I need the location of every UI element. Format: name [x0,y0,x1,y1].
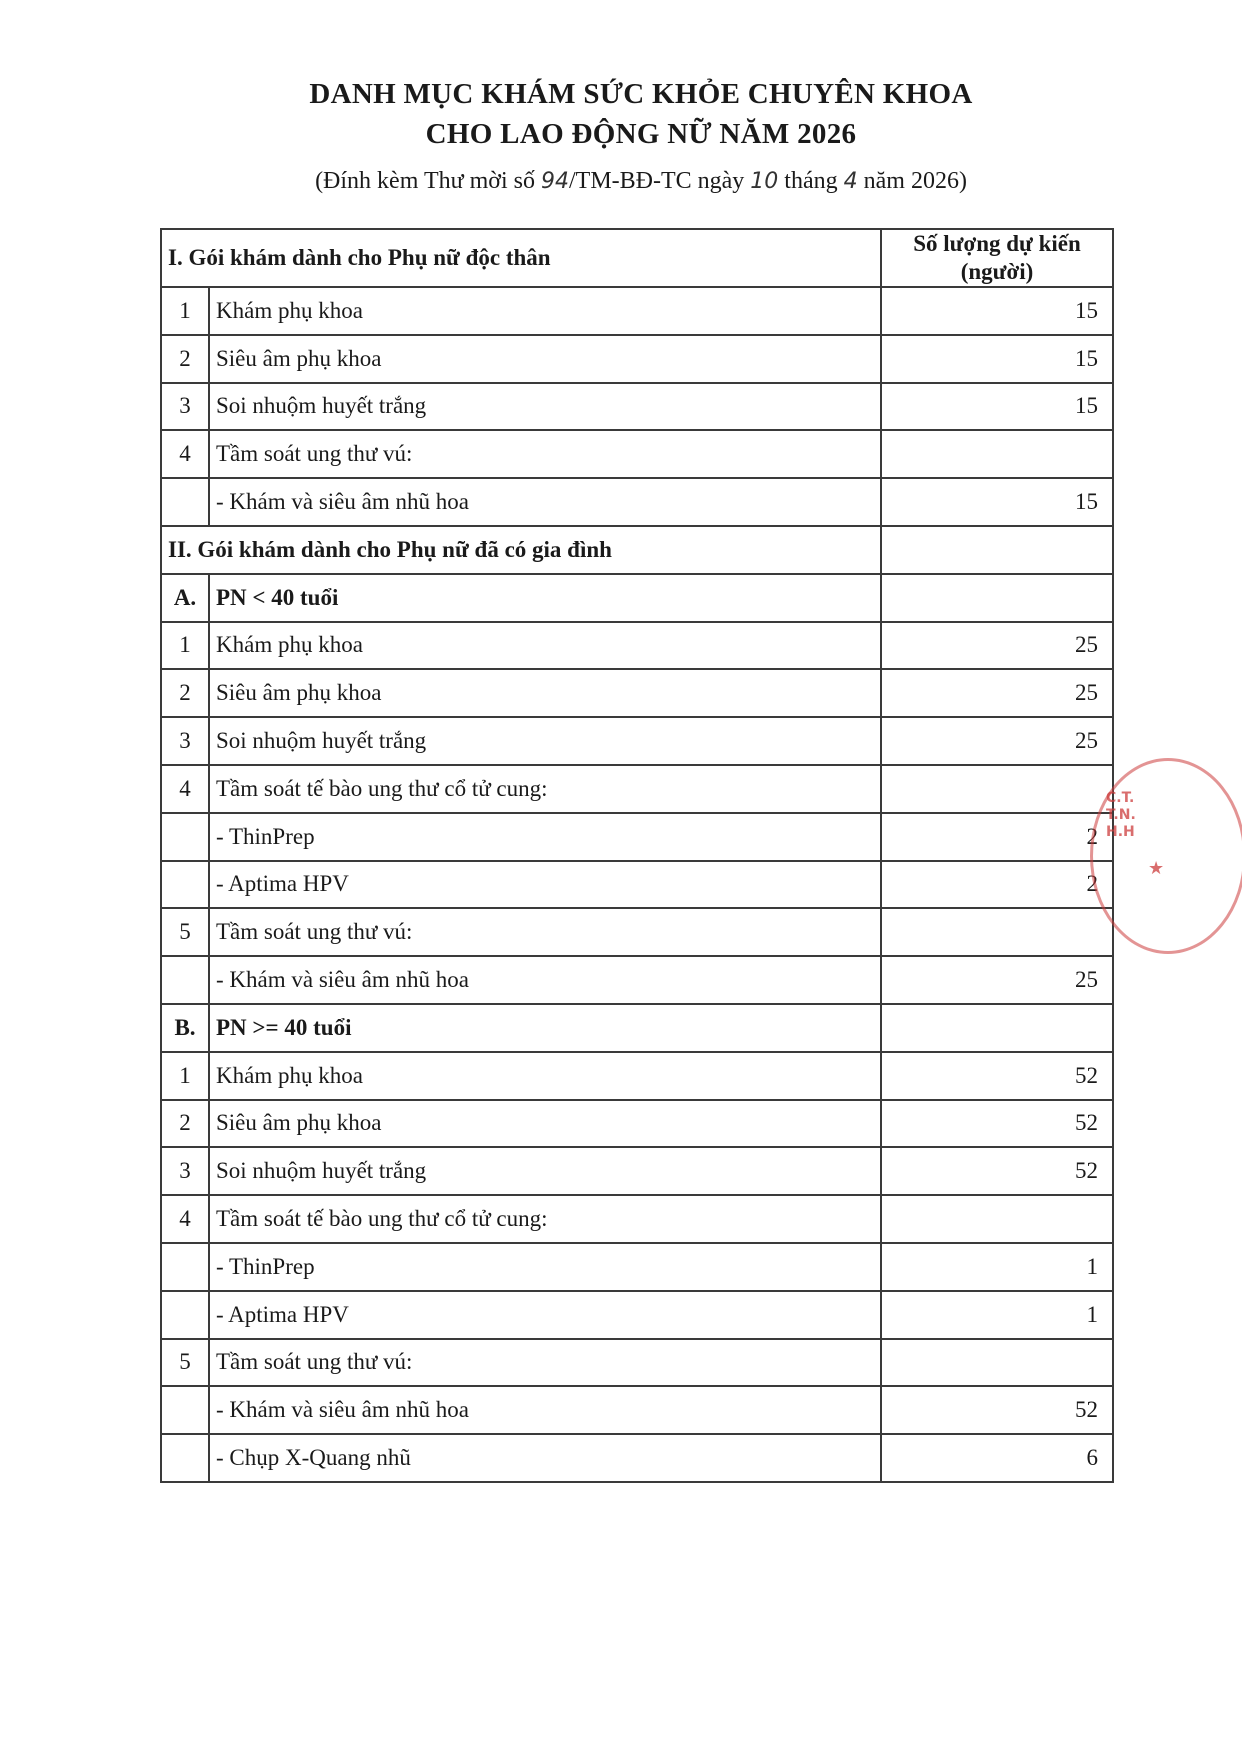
document-title-line-2: CHO LAO ĐỘNG NỮ NĂM 2026 [425,118,857,150]
quantity-header-line-2: (người) [960,259,1034,284]
handwritten-month: 4 [843,169,858,194]
group-b-row-quantity: 1 [881,1291,1113,1339]
table-row [161,765,1113,813]
group-b-row-quantity [881,1195,1113,1243]
table-row [161,669,1113,717]
group-b-row-number: 1 [161,1052,209,1100]
handwritten-number: 94 [540,169,569,194]
group-a-row-quantity: 25 [881,956,1113,1004]
group-b-row-number [161,1386,209,1434]
group-b-row-item: Tầm soát tế bào ung thư cổ tử cung: [209,1195,881,1243]
group-b-row-quantity: 52 [881,1386,1113,1434]
group-a-row-quantity: 25 [881,622,1113,670]
table-row [161,335,1113,383]
group-a-row-item: Khám phụ khoa [209,622,881,670]
group-b-row-number: 4 [161,1195,209,1243]
group-a-row-item: Tầm soát tế bào ung thư cổ tử cung: [209,765,881,813]
group-b-row-number [161,1434,209,1482]
group-b-row-number: 2 [161,1100,209,1148]
section-1-row-number: 1 [161,287,209,335]
group-b-row-number [161,1291,209,1339]
group-b-letter: B. [161,1004,209,1052]
subtitle-mid-2: tháng [778,168,844,194]
section-1-row-item: Siêu âm phụ khoa [209,335,881,383]
group-b-row-item: - Aptima HPV [209,1291,881,1339]
group-a-row-quantity: 2 [881,813,1113,861]
section-2-title-row [161,526,1113,574]
table-row [161,1291,1113,1339]
handwritten-day: 10 [750,169,779,194]
group-a-row-item: Tầm soát ung thư vú: [209,908,881,956]
group-b-row-item: - Chụp X-Quang nhũ [209,1434,881,1482]
group-b-row-item: - ThinPrep [209,1243,881,1291]
table-row [161,287,1113,335]
subtitle-suffix: năm 2026) [857,168,967,194]
company-seal-text: C.T.T.N.H.H [1106,790,1136,840]
quantity-header [881,229,1113,287]
section-1-header-row [161,229,1113,287]
table-row [161,813,1113,861]
table-row [161,383,1113,431]
table-row [161,622,1113,670]
table-row [161,1386,1113,1434]
table-row [161,1243,1113,1291]
group-b-row-item: Tầm soát ung thư vú: [209,1339,881,1387]
group-a-row-quantity [881,765,1113,813]
group-b-quantity-empty [881,1004,1113,1052]
section-1-title: I. Gói khám dành cho Phụ nữ độc thân [161,229,881,287]
seal-star-icon: ★ [1148,858,1165,878]
group-a-row-number [161,956,209,1004]
group-a-title: PN < 40 tuổi [209,574,881,622]
group-a-row [161,574,1113,622]
group-b-row-quantity: 6 [881,1434,1113,1482]
document-title-line-1: DANH MỤC KHÁM SỨC KHỎE CHUYÊN KHOA [309,78,973,110]
section-1-row-number [161,478,209,526]
group-a-letter: A. [161,574,209,622]
group-a-row-item: Soi nhuộm huyết trắng [209,717,881,765]
table-row [161,1339,1113,1387]
group-a-row-number: 2 [161,669,209,717]
group-a-row-quantity: 25 [881,669,1113,717]
group-b-row-number [161,1243,209,1291]
section-1-row-quantity: 15 [881,383,1113,431]
table-row [161,430,1113,478]
group-a-row-item: - Aptima HPV [209,861,881,909]
group-a-row-quantity [881,908,1113,956]
group-b-row-quantity: 52 [881,1100,1113,1148]
table-row [161,956,1113,1004]
section-1-row-item: Khám phụ khoa [209,287,881,335]
section-1-row-quantity: 15 [881,478,1113,526]
section-2-title: II. Gói khám dành cho Phụ nữ đã có gia đình [161,526,881,574]
table-row [161,478,1113,526]
section-1-row-number: 4 [161,430,209,478]
table-row [161,1195,1113,1243]
group-b-row-item: Soi nhuộm huyết trắng [209,1147,881,1195]
section-1-row-number: 3 [161,383,209,431]
group-a-row-item: - ThinPrep [209,813,881,861]
section-2-title-quantity-empty [881,526,1113,574]
document-subtitle [20,168,1242,195]
company-seal [1090,758,1242,954]
section-1-row-item: - Khám và siêu âm nhũ hoa [209,478,881,526]
group-b-row [161,1004,1113,1052]
section-1-row-item: Tầm soát ung thư vú: [209,430,881,478]
exam-list-table [160,228,1114,1483]
subtitle-mid-1: /TM-BĐ-TC ngày [568,168,751,194]
table-row [161,717,1113,765]
table-row [161,1147,1113,1195]
group-a-row-number: 1 [161,622,209,670]
group-b-row-quantity: 52 [881,1052,1113,1100]
section-1-row-quantity [881,430,1113,478]
group-b-title: PN >= 40 tuổi [209,1004,881,1052]
group-b-row-quantity: 1 [881,1243,1113,1291]
group-a-row-number: 3 [161,717,209,765]
table-row [161,1434,1113,1482]
table-row [161,1100,1113,1148]
group-b-row-number: 5 [161,1339,209,1387]
group-a-row-number [161,861,209,909]
table-row [161,1052,1113,1100]
group-b-row-item: Khám phụ khoa [209,1052,881,1100]
subtitle-prefix: (Đính kèm Thư mời số [315,168,541,194]
group-a-row-number [161,813,209,861]
group-a-row-quantity: 2 [881,861,1113,909]
group-b-row-item: Siêu âm phụ khoa [209,1100,881,1148]
group-a-row-item: - Khám và siêu âm nhũ hoa [209,956,881,1004]
quantity-header-line-1: Số lượng dự kiến [913,231,1081,256]
group-a-row-item: Siêu âm phụ khoa [209,669,881,717]
section-1-row-quantity: 15 [881,335,1113,383]
group-a-row-number: 5 [161,908,209,956]
table-row [161,908,1113,956]
section-1-row-quantity: 15 [881,287,1113,335]
table-row [161,861,1113,909]
group-b-row-quantity [881,1339,1113,1387]
group-a-quantity-empty [881,574,1113,622]
section-1-row-number: 2 [161,335,209,383]
group-a-row-quantity: 25 [881,717,1113,765]
group-a-row-number: 4 [161,765,209,813]
group-b-row-quantity: 52 [881,1147,1113,1195]
group-b-row-item: - Khám và siêu âm nhũ hoa [209,1386,881,1434]
section-1-row-item: Soi nhuộm huyết trắng [209,383,881,431]
group-b-row-number: 3 [161,1147,209,1195]
